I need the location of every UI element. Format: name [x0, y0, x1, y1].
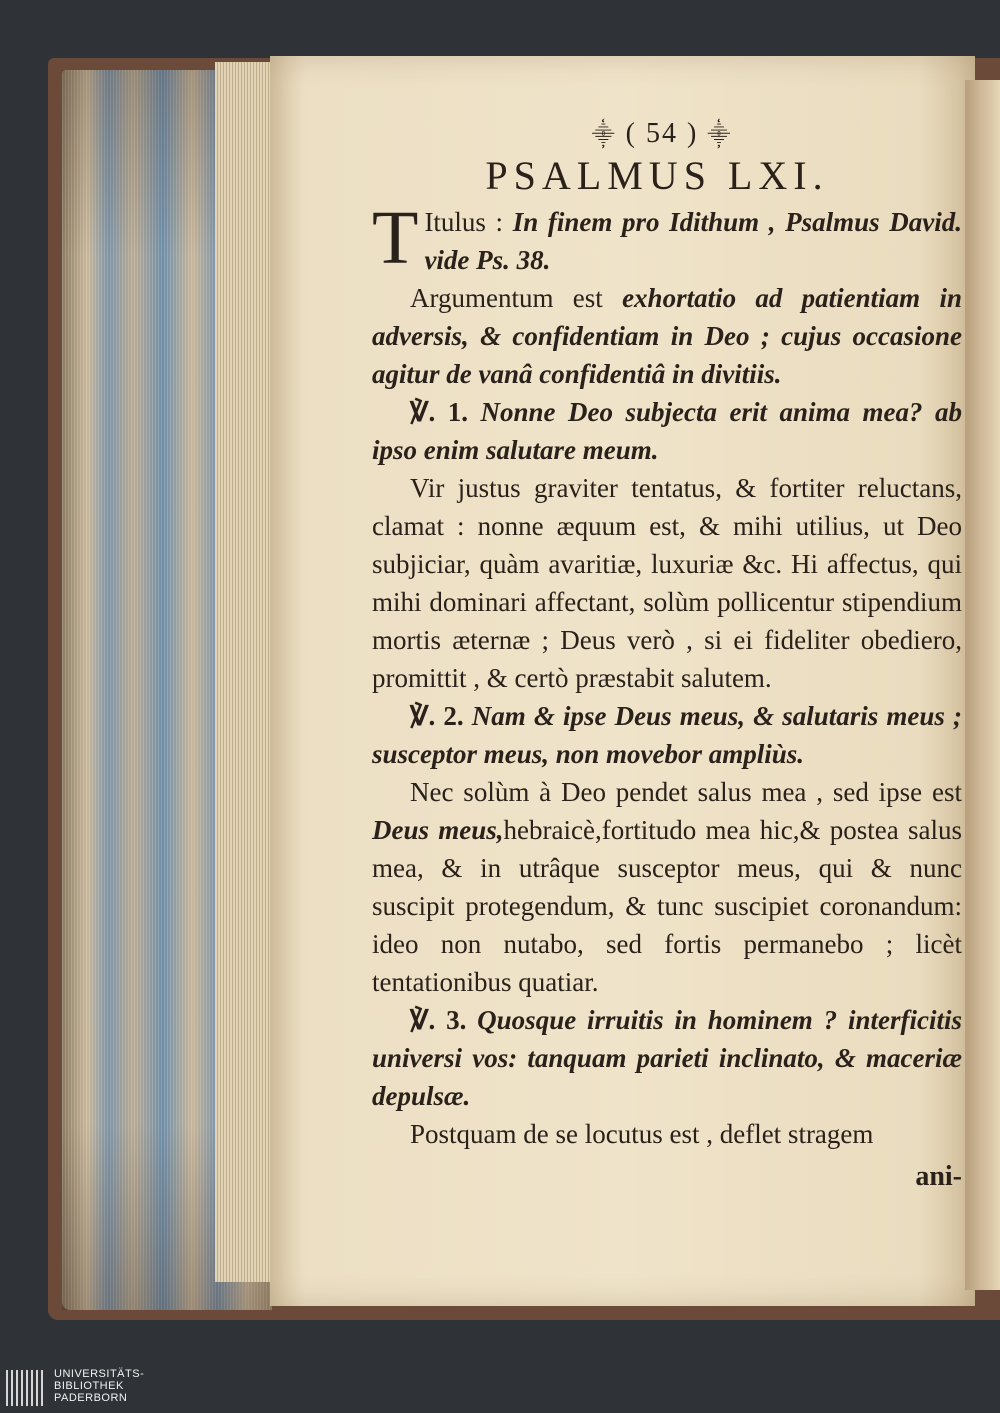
paragraph-title: [372, 196, 962, 280]
commentary-2: [372, 773, 962, 1001]
commentary-text: Postquam de se locutus est , deflet stragem: [410, 1119, 874, 1149]
paragraph-argument: [372, 279, 962, 393]
catchword: ani-: [915, 1161, 962, 1192]
logo-line-3: PADERBORN: [54, 1392, 128, 1404]
paragraph-lead: Itulus :: [424, 207, 513, 237]
verse-1: [372, 393, 962, 469]
commentary-text: Vir justus graviter tentatus, & fortiter reluctans, clamat : nonne æquum est, & mihi utilius, ut Deo subjiciar, quàm avaritiæ, luxuriæ &c. Hi affectus, qui mihi dominari affectant, solùm pollicentur stipendium mortis æternæ ; Deus verò , si ei fideliter obediero, promittit , & certò præstabit salutem.: [372, 473, 962, 693]
commentary-tail: hebraicè,fortitudo mea hic,& postea salus mea, & in utrâque susceptor meus, qui & nunc suscipit protegendum, & tunc suscipiet coronandum: ideo non nutabo, sed fortis permanebo ; licèt tentationibus quatiar.: [372, 815, 962, 997]
paragraph-lead: Argumentum est: [410, 283, 623, 313]
page-text: [372, 118, 962, 1193]
commentary-italic: Deus meus,: [372, 815, 504, 845]
logo-line-2: BIBLIOTHEK: [54, 1380, 124, 1392]
verse-number: ℣. 3.: [410, 1005, 478, 1035]
ornament-right-icon: ⸎: [707, 123, 733, 148]
verse-number: ℣. 2.: [410, 701, 472, 731]
library-logo-text: [54, 1368, 144, 1404]
verse-2: [372, 697, 962, 773]
verse-3: [372, 1001, 962, 1115]
verse-text: Nam & ipse Deus meus, & salutaris meus ; susceptor meus, non movebor ampliùs.: [372, 701, 962, 769]
psalm-heading: PSALMUS LXI.: [485, 153, 829, 198]
verse-text: Nonne Deo subjecta erit anima mea? ab ipso enim salutare meum.: [372, 397, 962, 465]
facing-page-edge: [965, 80, 1000, 1290]
verse-text: Quosque irruitis in hominem ? interficitis universi vos: tanquam parieti inclinato, & maceriæ depulsæ.: [372, 1005, 962, 1111]
paragraph-italic: In finem pro Idithum , Psalmus David. vide Ps. 38.: [424, 207, 962, 275]
logo-line-1: UNIVERSITÄTS-: [54, 1368, 145, 1380]
folio-number: ( 54 ): [625, 118, 699, 149]
commentary-lead: Nec solùm à Deo pendet salus mea , sed ipse est: [410, 777, 962, 807]
library-logo: [0, 1362, 160, 1413]
library-logo-icon: [6, 1370, 46, 1406]
page-number: [362, 118, 962, 150]
verse-number: ℣. 1.: [410, 397, 481, 427]
drop-cap: T: [372, 196, 419, 280]
ornament-left-icon: ⸎: [591, 123, 617, 148]
paragraph-italic: exhortatio ad patientiam in adversis, & confidentiam in Deo ; cujus occasione agitur de vanâ confidentiâ in divitiis.: [372, 283, 962, 389]
commentary-1: [372, 469, 962, 697]
commentary-3: [372, 1115, 962, 1153]
